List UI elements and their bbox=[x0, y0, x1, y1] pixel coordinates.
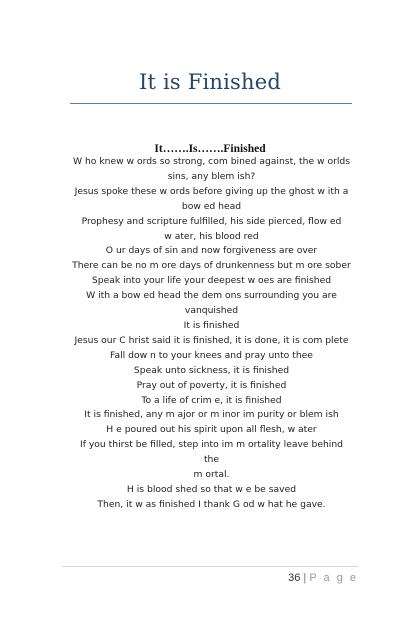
page-label: P a g e bbox=[309, 572, 358, 584]
poem-line: Jesus our C hrist said it is finished, it is done, it is com plete bbox=[74, 334, 349, 346]
poem-line: bow ed head bbox=[181, 200, 242, 212]
poem-line: Jesus spoke these w ords before giving up the ghost w ith a bbox=[74, 185, 349, 197]
poem-line: Speak unto sickness, it is finished bbox=[133, 364, 290, 376]
poem-line: Fall dow n to your knees and pray unto thee bbox=[110, 349, 313, 361]
poem-line: To a life of crim e, it is finished bbox=[141, 394, 282, 406]
poem-line: There can be no m ore days of drunkenness but m ore sober bbox=[72, 260, 351, 272]
page-number: 36 bbox=[288, 572, 301, 584]
poem-line: Prophesy and scripture fulfilled, his side pierced, flow ed bbox=[81, 215, 342, 227]
footer-divider bbox=[62, 566, 358, 567]
poem-line: sins, any blem ish? bbox=[167, 170, 256, 182]
poem-line: H is blood shed so that w e be saved bbox=[126, 483, 297, 495]
poem-line: Speak into your life your deepest w oes are finished bbox=[91, 275, 332, 287]
page-number-footer bbox=[288, 572, 358, 584]
poem-line: W ith a bow ed head the dem ons surrounding you are bbox=[86, 290, 337, 302]
poem-line: O ur days of sin and now forgiveness are over bbox=[105, 245, 318, 257]
page-title: It is Finished bbox=[138, 70, 282, 94]
poem-line: It is finished bbox=[183, 319, 240, 331]
poem-subtitle: It…….Is…….Finished bbox=[154, 143, 266, 155]
title-underline bbox=[70, 103, 352, 104]
poem-line: W ho knew w ords so strong, com bined against, the w orlds bbox=[72, 156, 351, 167]
poem-line: Then, it w as finished I thank G od w hat he gave. bbox=[97, 498, 326, 510]
poem-line: Pray out of poverty, it is finished bbox=[136, 379, 287, 391]
poem-line: It is finished, any m ajor or m inor im purity or blem ish bbox=[84, 409, 339, 421]
poem-line: If you thirst be filled, step into im m ortality leave behind the bbox=[79, 439, 343, 466]
poem-line: m ortal. bbox=[193, 469, 230, 481]
poem-line: w ater, his blood red bbox=[164, 230, 259, 242]
poem-line: H e poured out his spirit upon all flesh, w ater bbox=[106, 424, 317, 436]
poem-line: vanquished bbox=[184, 305, 239, 317]
poem-body bbox=[72, 155, 351, 513]
page-number-separator: | bbox=[303, 572, 307, 584]
